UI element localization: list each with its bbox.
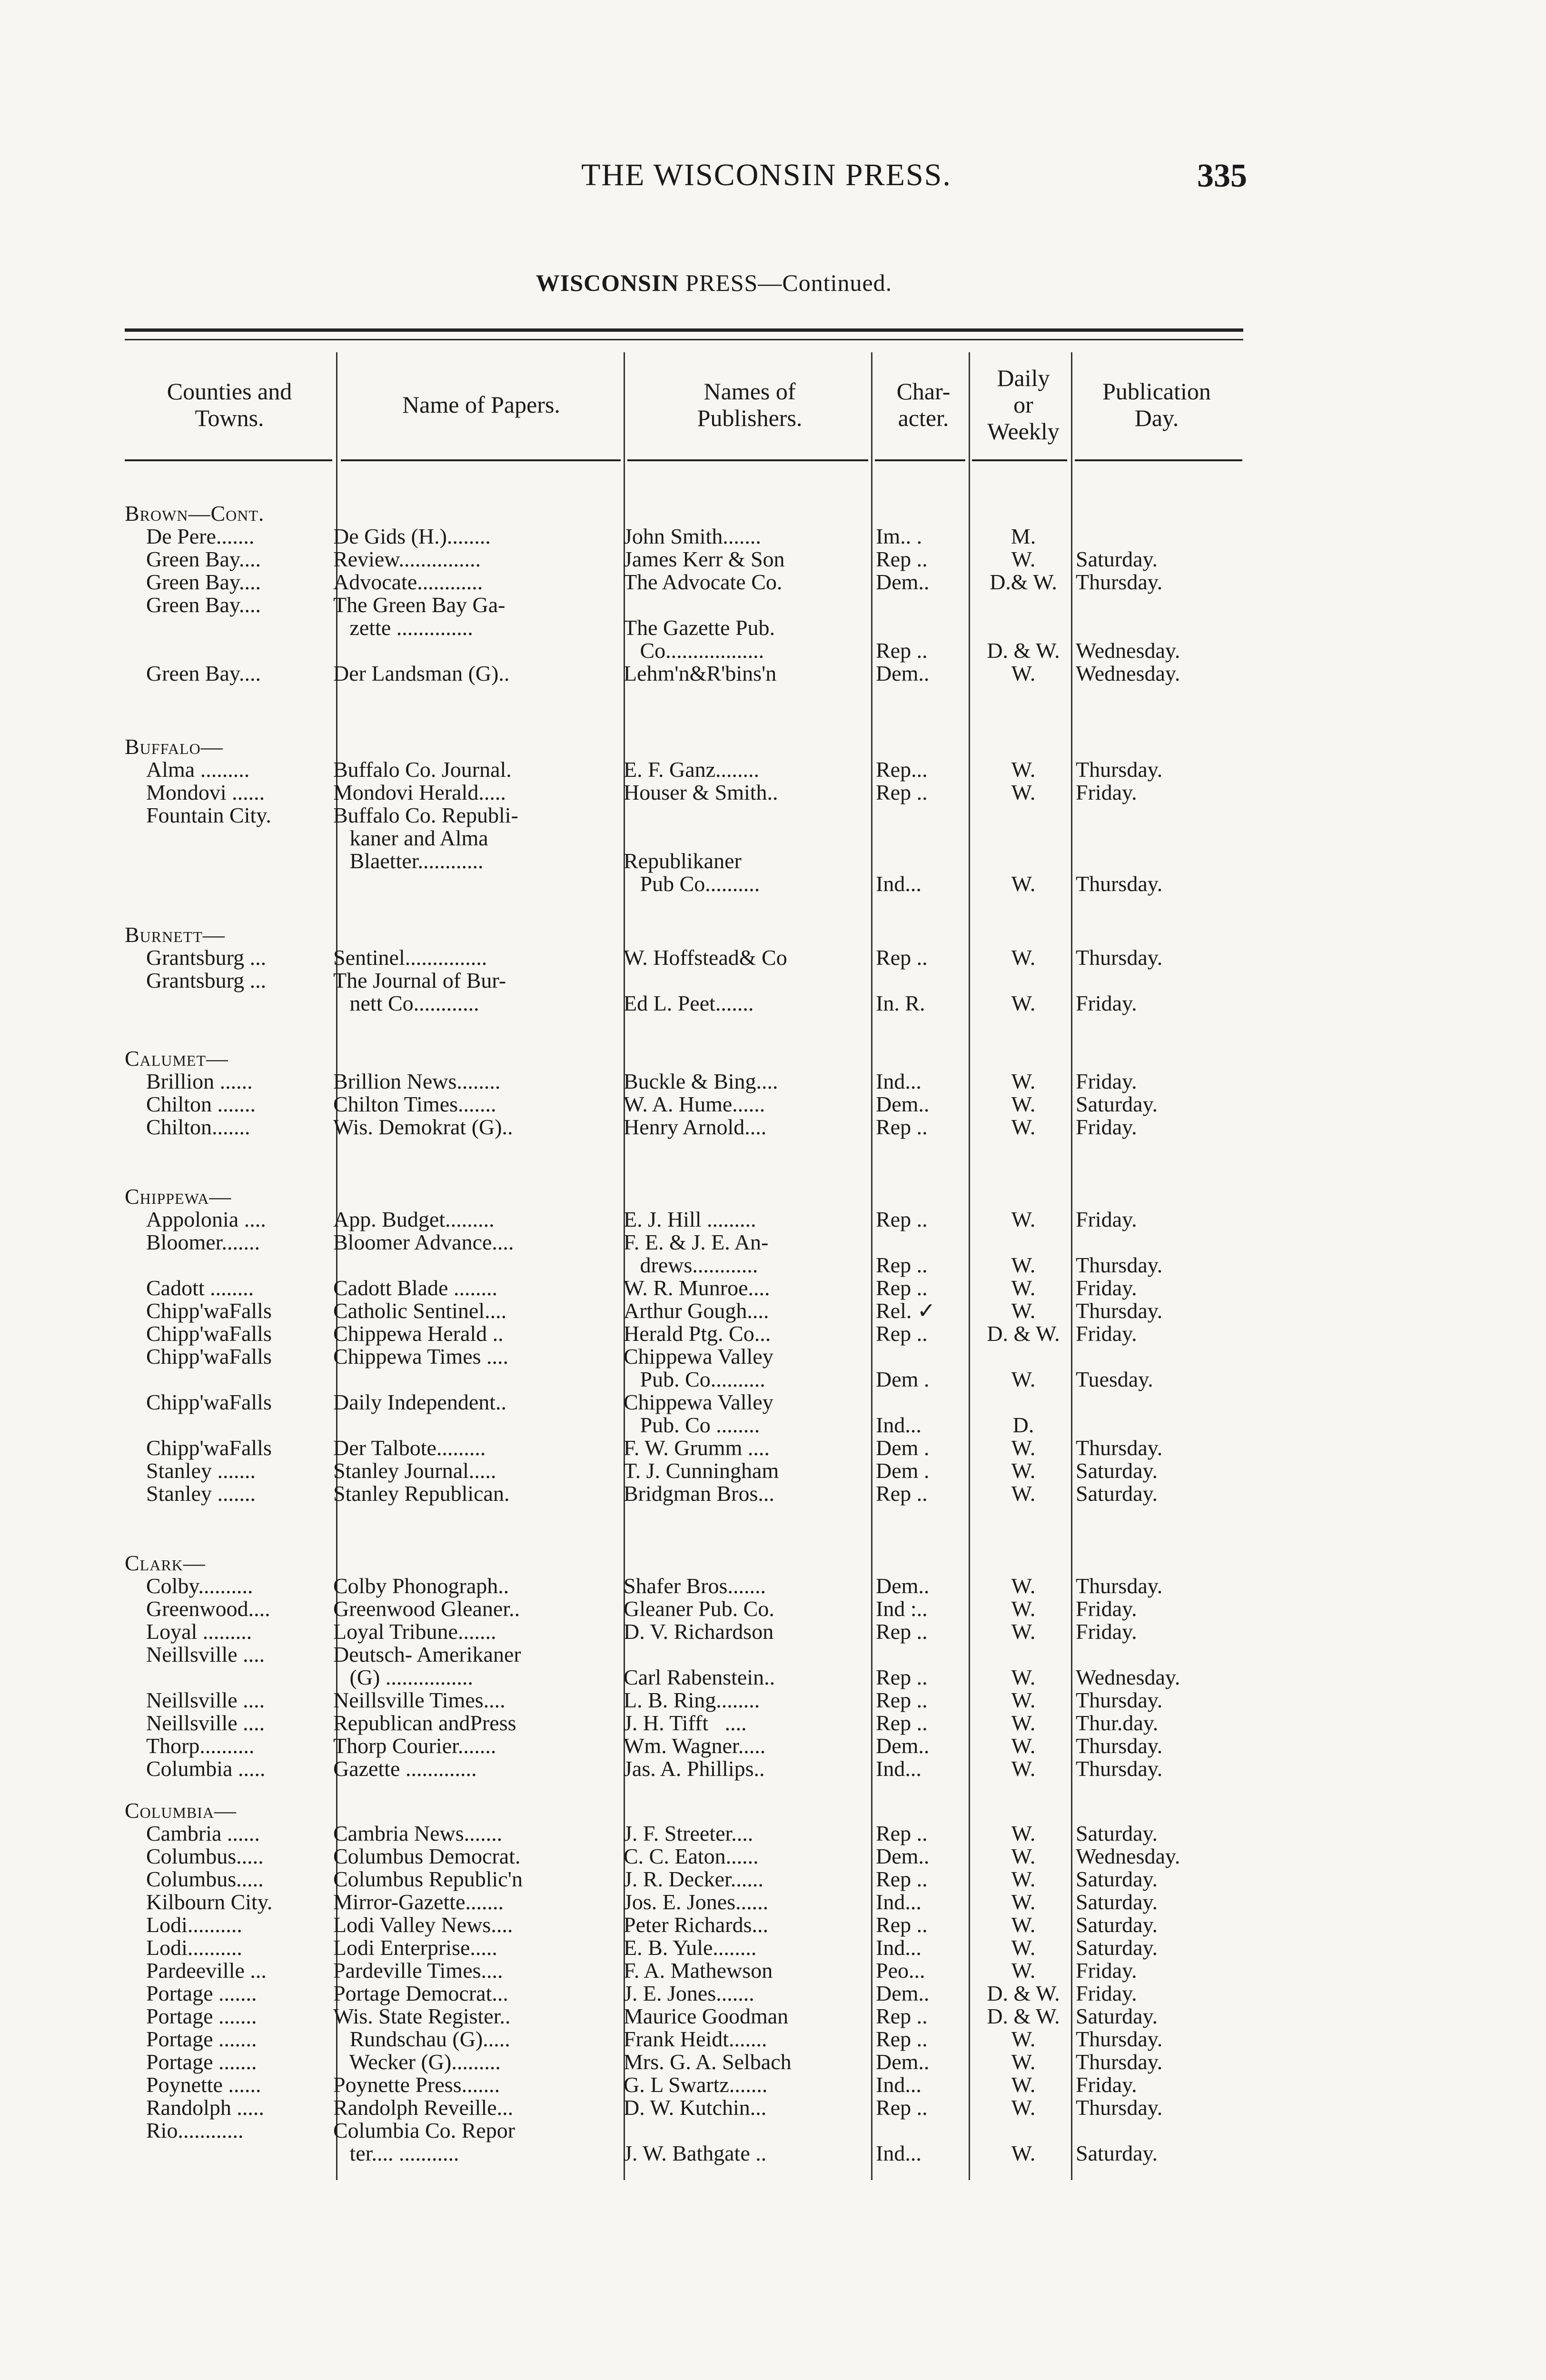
frequency-cell: W. — [1011, 1299, 1036, 1323]
day-cell: Saturday. — [1076, 1935, 1158, 1960]
character-cell: Ind... — [876, 2141, 922, 2165]
col-head-papers: Name of Papers. — [402, 391, 560, 418]
county-heading: Chippewa— — [125, 1184, 232, 1209]
town-cell: Green Bay.... — [146, 547, 261, 571]
day-cell: Friday. — [1076, 1619, 1137, 1644]
paper-cell: Chippewa Herald .. — [333, 1321, 504, 1346]
town-cell: Portage ....... — [146, 2027, 257, 2051]
town-cell: Chilton....... — [146, 1115, 250, 1139]
publisher-cell: F. A. Mathewson — [624, 1958, 773, 1983]
town-cell: Portage ....... — [146, 2004, 257, 2028]
publisher-cell: Mrs. G. A. Selbach — [624, 2050, 792, 2074]
town-cell: Thorp.......... — [146, 1734, 255, 1758]
frequency-cell: W. — [1011, 1276, 1036, 1300]
character-cell: Rep .. — [876, 1115, 928, 1139]
publisher-cell: Republikaner Pub Co.......... — [624, 849, 760, 896]
publisher-cell: Carl Rabenstein.. — [624, 1665, 775, 1689]
paper-cell: Mirror-Gazette....... — [333, 1890, 504, 1914]
paper-cell: Pardeville Times.... — [333, 1958, 503, 1983]
town-cell: Randolph ..... — [146, 2095, 264, 2120]
subheading-strong: WISCONSIN — [535, 269, 679, 296]
character-cell: Rep .. — [876, 1688, 928, 1712]
publisher-cell: Herald Ptg. Co... — [624, 1321, 771, 1346]
character-cell: Ind... — [876, 1069, 922, 1093]
publisher-cell: E. B. Yule........ — [624, 1935, 757, 1960]
paper-cell: Brillion News........ — [333, 1069, 501, 1093]
publisher-cell: J. F. Streeter.... — [624, 1821, 753, 1845]
character-cell: Dem.. — [876, 1574, 930, 1598]
day-cell: Saturday. — [1076, 1867, 1158, 1891]
day-cell: Friday. — [1076, 1597, 1137, 1621]
frequency-cell: W. — [1011, 1688, 1036, 1712]
publisher-cell: J. W. Bathgate .. — [624, 2141, 767, 2165]
paper-cell: Cadott Blade ........ — [333, 1276, 497, 1300]
town-cell: Columbia ..... — [146, 1756, 266, 1781]
publisher-cell: Lehm'n&R'bins'n — [624, 661, 777, 685]
day-cell: Wednesday. — [1076, 661, 1180, 685]
town-cell: Stanley ....... — [146, 1481, 256, 1506]
town-cell: Portage ....... — [146, 1981, 257, 2005]
publisher-cell: Jas. A. Phillips.. — [624, 1756, 765, 1781]
day-cell: Thursday. — [1076, 2027, 1163, 2051]
town-cell: Green Bay.... — [146, 570, 261, 594]
town-cell: Loyal ......... — [146, 1619, 252, 1644]
paper-cell: Randolph Reveille... — [333, 2095, 514, 2120]
header-underline — [627, 459, 868, 461]
frequency-cell: W. — [1011, 1597, 1036, 1621]
paper-cell: The Green Bay Ga- zette .............. — [333, 593, 505, 640]
day-cell: Tuesday. — [1076, 1367, 1153, 1391]
county-heading: Burnett— — [125, 922, 225, 947]
paper-cell: Der Landsman (G).. — [333, 661, 510, 685]
frequency-cell: W. — [1011, 2050, 1036, 2074]
frequency-cell: W. — [1011, 991, 1036, 1015]
publisher-cell: J. H. Tifft .... — [624, 1711, 747, 1735]
day-cell: Thursday. — [1076, 1688, 1163, 1712]
publisher-cell: Maurice Goodman — [624, 2004, 789, 2028]
frequency-cell: D. & W. — [987, 1981, 1060, 2005]
town-cell: Chipp'waFalls — [146, 1390, 272, 1414]
publisher-cell: W. Hoffstead& Co — [624, 945, 787, 970]
frequency-cell: W. — [1011, 1253, 1036, 1277]
frequency-cell: W. — [1011, 1458, 1036, 1483]
frequency-cell: W. — [1011, 757, 1036, 782]
day-cell: Thursday. — [1076, 872, 1163, 896]
town-cell: Greenwood.... — [146, 1597, 270, 1621]
paper-cell: Der Talbote......... — [333, 1436, 486, 1460]
day-cell: Friday. — [1076, 1981, 1137, 2005]
col-head-publishers: Names of Publishers. — [697, 378, 803, 431]
publisher-cell: The Gazette Pub. Co.................. — [624, 615, 775, 663]
page-number: 335 — [1197, 158, 1247, 194]
day-cell: Friday. — [1076, 1276, 1137, 1300]
character-cell: Rep .. — [876, 1481, 928, 1506]
frequency-cell: W. — [1011, 1913, 1036, 1937]
day-cell: Saturday. — [1076, 1913, 1158, 1937]
town-cell: Cambria ...... — [146, 1821, 260, 1845]
publisher-cell: Bridgman Bros... — [624, 1481, 774, 1506]
day-cell: Thursday. — [1076, 1734, 1163, 1758]
paper-cell: Chippewa Times .... — [333, 1344, 509, 1368]
day-cell: Saturday. — [1076, 1481, 1158, 1506]
character-cell: Ind... — [876, 1890, 922, 1914]
publisher-cell: W. R. Munroe.... — [624, 1276, 770, 1300]
town-cell: Columbus..... — [146, 1867, 264, 1891]
day-cell: Thursday. — [1076, 1299, 1163, 1323]
character-cell: Dem.. — [876, 1092, 930, 1116]
paper-cell: Bloomer Advance.... — [333, 1230, 514, 1254]
frequency-cell: W. — [1011, 872, 1036, 896]
character-cell: Rep .. — [876, 547, 928, 571]
frequency-cell: W. — [1011, 2095, 1036, 2120]
character-cell: Rep .. — [876, 1207, 928, 1231]
paper-cell: Sentinel............... — [333, 945, 487, 970]
day-cell: Saturday. — [1076, 1092, 1158, 1116]
paper-cell: Columbia Co. Repor ter.... ........... — [333, 2118, 515, 2165]
character-cell: Dem.. — [876, 661, 930, 685]
character-cell: In. R. — [876, 991, 925, 1015]
frequency-cell: W. — [1011, 1207, 1036, 1231]
subheading-rest: PRESS—Continued. — [685, 269, 892, 296]
day-cell: Wednesday. — [1076, 1665, 1180, 1689]
publisher-cell: F. W. Grumm .... — [624, 1436, 770, 1460]
publisher-cell: The Advocate Co. — [624, 570, 783, 594]
character-cell: Rep .. — [876, 2004, 928, 2028]
town-cell: Mondovi ...... — [146, 780, 265, 804]
paper-cell: The Journal of Bur- nett Co............ — [333, 968, 506, 1015]
day-cell: Friday. — [1076, 991, 1137, 1015]
publisher-cell: Shafer Bros....... — [624, 1574, 766, 1598]
paper-cell: Advocate............ — [333, 570, 483, 594]
town-cell: Appolonia .... — [146, 1207, 266, 1231]
town-cell: Cadott ........ — [146, 1276, 254, 1300]
publisher-cell: J. E. Jones....... — [624, 1981, 754, 2005]
frequency-cell: W. — [1011, 1436, 1036, 1460]
day-cell: Thursday. — [1076, 1436, 1163, 1460]
publisher-cell: James Kerr & Son — [624, 547, 785, 571]
header-underline — [341, 459, 621, 461]
county-heading: Buffalo— — [125, 734, 223, 759]
header-underline — [972, 459, 1067, 461]
town-cell: Chilton ....... — [146, 1092, 256, 1116]
paper-cell: Stanley Republican. — [333, 1481, 510, 1506]
frequency-cell: W. — [1011, 2027, 1036, 2051]
frequency-cell: W. — [1011, 1890, 1036, 1914]
town-cell: Grantsburg ... — [146, 968, 267, 992]
paper-cell: App. Budget......... — [333, 1207, 495, 1231]
character-cell: Rep... — [876, 757, 928, 782]
day-cell: Thursday. — [1076, 1574, 1163, 1598]
frequency-cell: W. — [1011, 661, 1036, 685]
frequency-cell: W. — [1011, 1756, 1036, 1781]
publisher-cell: Ed L. Peet....... — [624, 991, 754, 1015]
character-cell: Im.. . — [876, 524, 922, 548]
frequency-cell: W. — [1011, 2141, 1036, 2165]
town-cell: Green Bay.... — [146, 593, 261, 617]
publisher-cell: Gleaner Pub. Co. — [624, 1597, 774, 1621]
town-cell: Neillsville .... — [146, 1711, 265, 1735]
day-cell: Thur.day. — [1076, 1711, 1159, 1735]
character-cell: Ind... — [876, 2073, 922, 2097]
town-cell: Colby.......... — [146, 1574, 253, 1598]
header-underline — [125, 459, 332, 461]
paper-cell: Lodi Enterprise..... — [333, 1935, 497, 1960]
running-head: THE WISCONSIN PRESS. — [581, 158, 951, 192]
character-cell: Dem.. — [876, 2050, 930, 2074]
publisher-cell: W. A. Hume...... — [624, 1092, 765, 1116]
character-cell: Dem.. — [876, 1981, 930, 2005]
paper-cell: Deutsch- Amerikaner (G) ................ — [333, 1642, 521, 1689]
day-cell: Friday. — [1076, 1958, 1137, 1983]
character-cell: Rep .. — [876, 638, 928, 663]
day-cell: Saturday. — [1076, 2004, 1158, 2028]
paper-cell: Buffalo Co. Republi- kaner and Alma Blaetter............ — [333, 803, 518, 873]
character-cell: Rep .. — [876, 1821, 928, 1845]
day-cell: Friday. — [1076, 1069, 1137, 1093]
paper-cell: Cambria News....... — [333, 1821, 503, 1845]
town-cell: Columbus..... — [146, 1844, 264, 1868]
county-heading: Clark— — [125, 1551, 206, 1575]
day-cell: Friday. — [1076, 1207, 1137, 1231]
day-cell: Thursday. — [1076, 757, 1163, 782]
paper-cell: Daily Independent.. — [333, 1390, 507, 1414]
town-cell: Grantsburg ... — [146, 945, 267, 970]
frequency-cell: W. — [1011, 2073, 1036, 2097]
paper-cell: Colby Phonograph.. — [333, 1574, 509, 1598]
paper-cell: Review............... — [333, 547, 481, 571]
character-cell: Rep .. — [876, 1321, 928, 1346]
frequency-cell: W. — [1011, 1844, 1036, 1868]
publisher-cell: Chippewa Valley Pub. Co.......... — [624, 1344, 773, 1391]
character-cell: Ind :.. — [876, 1597, 928, 1621]
paper-cell: Wis. Demokrat (G).. — [333, 1115, 513, 1139]
frequency-cell: W. — [1011, 1958, 1036, 1983]
publisher-cell: Chippewa Valley Pub. Co ........ — [624, 1390, 773, 1437]
town-cell: Rio............ — [146, 2118, 244, 2142]
paper-cell: Mondovi Herald..... — [333, 780, 506, 804]
paper-cell: Wecker (G)......... — [333, 2050, 501, 2074]
header-underline — [1075, 459, 1242, 461]
town-cell: De Pere....... — [146, 524, 255, 548]
frequency-cell: D.& W. — [990, 570, 1057, 594]
publisher-cell: E. F. Ganz........ — [624, 757, 760, 782]
character-cell: Peo... — [876, 1958, 925, 1983]
county-heading: Columbia— — [125, 1798, 237, 1823]
character-cell: Dem.. — [876, 570, 930, 594]
frequency-cell: W. — [1011, 1367, 1036, 1391]
frequency-cell: W. — [1011, 547, 1036, 571]
town-cell: Stanley ....... — [146, 1458, 256, 1483]
paper-cell: De Gids (H.)........ — [333, 524, 491, 548]
town-cell: Kilbourn City. — [146, 1890, 273, 1914]
frequency-cell: W. — [1011, 1092, 1036, 1116]
town-cell: Alma ......... — [146, 757, 250, 782]
day-cell: Thursday. — [1076, 570, 1163, 594]
town-cell: Green Bay.... — [146, 661, 261, 685]
publisher-cell: Arthur Gough.... — [624, 1299, 769, 1323]
day-cell: Friday. — [1076, 1115, 1137, 1139]
frequency-cell: W. — [1011, 1574, 1036, 1598]
character-cell: Rep .. — [876, 1619, 928, 1644]
column-rule — [969, 352, 970, 2180]
town-cell: Poynette ...... — [146, 2073, 261, 2097]
day-cell: Thursday. — [1076, 2050, 1163, 2074]
frequency-cell: D. — [1012, 1413, 1034, 1437]
town-cell: Lodi.......... — [146, 1913, 242, 1937]
town-cell: Lodi.......... — [146, 1935, 242, 1960]
paper-cell: Wis. State Register.. — [333, 2004, 511, 2028]
character-cell: Rep .. — [876, 2027, 928, 2051]
character-cell: Rep .. — [876, 1867, 928, 1891]
publisher-cell: T. J. Cunningham — [624, 1458, 779, 1483]
publisher-cell: D. W. Kutchin... — [624, 2095, 767, 2120]
frequency-cell: W. — [1011, 1821, 1036, 1845]
county-heading: Calumet— — [125, 1046, 228, 1071]
publisher-cell: C. C. Eaton...... — [624, 1844, 759, 1868]
table-subheading — [476, 269, 952, 297]
day-cell: Friday. — [1076, 1321, 1137, 1346]
character-cell: Ind... — [876, 1935, 922, 1960]
day-cell: Friday. — [1076, 2073, 1137, 2097]
day-cell: Saturday. — [1076, 1821, 1158, 1845]
day-cell: Wednesday. — [1076, 1844, 1180, 1868]
frequency-cell: W. — [1011, 1069, 1036, 1093]
paper-cell: Stanley Journal..... — [333, 1458, 496, 1483]
header-underline — [875, 459, 965, 461]
paper-cell: Republican andPress — [333, 1711, 516, 1735]
character-cell: Rel. ✓ — [876, 1299, 936, 1323]
day-cell: Saturday. — [1076, 1458, 1158, 1483]
town-cell: Chipp'waFalls — [146, 1321, 272, 1346]
col-head-day: Publication Day. — [1102, 378, 1211, 431]
paper-cell: Loyal Tribune....... — [333, 1619, 496, 1644]
frequency-cell: D. & W. — [987, 1321, 1060, 1346]
publisher-cell: D. V. Richardson — [624, 1619, 774, 1644]
frequency-cell: W. — [1011, 1481, 1036, 1506]
character-cell: Ind... — [876, 872, 922, 896]
frequency-cell: W. — [1011, 1115, 1036, 1139]
town-cell: Neillsville .... — [146, 1688, 265, 1712]
character-cell: Dem.. — [876, 1844, 930, 1868]
frequency-cell: W. — [1011, 1711, 1036, 1735]
day-cell: Wednesday. — [1076, 638, 1180, 663]
town-cell: Fountain City. — [146, 803, 271, 827]
col-head-frequency: Daily or Weekly — [987, 365, 1060, 445]
day-cell: Saturday. — [1076, 1890, 1158, 1914]
publisher-cell: G. L Swartz....... — [624, 2073, 768, 2097]
character-cell: Rep .. — [876, 780, 928, 804]
frequency-cell: D. & W. — [987, 2004, 1060, 2028]
character-cell: Rep .. — [876, 1253, 928, 1277]
publisher-cell: Houser & Smith.. — [624, 780, 778, 804]
col-head-character: Char- acter. — [896, 378, 951, 431]
publisher-cell: F. E. & J. E. An- drews............ — [624, 1230, 769, 1277]
publisher-cell: Jos. E. Jones...... — [624, 1890, 769, 1914]
town-cell: Brillion ...... — [146, 1069, 253, 1093]
top-rule — [125, 328, 1243, 332]
frequency-cell: W. — [1011, 945, 1036, 970]
frequency-cell: W. — [1011, 1619, 1036, 1644]
day-cell: Thursday. — [1076, 2095, 1163, 2120]
day-cell: Saturday. — [1076, 547, 1158, 571]
column-rule — [871, 352, 872, 2180]
character-cell: Rep .. — [876, 1665, 928, 1689]
publisher-cell: Peter Richards... — [624, 1913, 769, 1937]
paper-cell: Neillsville Times.... — [333, 1688, 505, 1712]
town-cell: Chipp'waFalls — [146, 1344, 272, 1368]
character-cell: Dem . — [876, 1367, 930, 1391]
character-cell: Dem . — [876, 1458, 930, 1483]
paper-cell: Poynette Press....... — [333, 2073, 500, 2097]
publisher-cell: Buckle & Bing.... — [624, 1069, 778, 1093]
frequency-cell: D. & W. — [987, 638, 1060, 663]
paper-cell: Buffalo Co. Journal. — [333, 757, 512, 782]
character-cell: Dem.. — [876, 1734, 930, 1758]
paper-cell: Rundschau (G)..... — [333, 2027, 510, 2051]
publisher-cell: J. R. Decker...... — [624, 1867, 763, 1891]
paper-cell: Gazette ............. — [333, 1756, 477, 1781]
publisher-cell: Frank Heidt....... — [624, 2027, 767, 2051]
town-cell: Neillsville .... — [146, 1642, 265, 1666]
day-cell: Thursday. — [1076, 1253, 1163, 1277]
frequency-cell: M. — [1011, 524, 1036, 548]
frequency-cell: W. — [1011, 1665, 1036, 1689]
town-cell: Pardeeville ... — [146, 1958, 267, 1983]
paper-cell: Columbus Republic'n — [333, 1867, 523, 1891]
character-cell: Rep .. — [876, 1276, 928, 1300]
publisher-cell: Wm. Wagner..... — [624, 1734, 766, 1758]
character-cell: Rep .. — [876, 1913, 928, 1937]
col-head-counties: Counties and Towns. — [167, 378, 292, 431]
paper-cell: Lodi Valley News.... — [333, 1913, 513, 1937]
paper-cell: Greenwood Gleaner.. — [333, 1597, 520, 1621]
character-cell: Rep .. — [876, 2095, 928, 2120]
character-cell: Ind... — [876, 1756, 922, 1781]
paper-cell: Chilton Times....... — [333, 1092, 496, 1116]
day-cell: Thursday. — [1076, 1756, 1163, 1781]
day-cell: Friday. — [1076, 780, 1137, 804]
paper-cell: Portage Democrat... — [333, 1981, 508, 2005]
frequency-cell: W. — [1011, 1935, 1036, 1960]
publisher-cell: L. B. Ring........ — [624, 1688, 760, 1712]
paper-cell: Columbus Democrat. — [333, 1844, 521, 1868]
town-cell: Portage ....... — [146, 2050, 257, 2074]
frequency-cell: W. — [1011, 1734, 1036, 1758]
paper-cell: Catholic Sentinel.... — [333, 1299, 507, 1323]
county-heading: Brown—Cont. — [125, 501, 265, 526]
character-cell: Dem . — [876, 1436, 930, 1460]
publisher-cell: Henry Arnold.... — [624, 1115, 767, 1139]
paper-cell: Thorp Courier....... — [333, 1734, 496, 1758]
publisher-cell: E. J. Hill ......... — [624, 1207, 756, 1231]
frequency-cell: W. — [1011, 1867, 1036, 1891]
character-cell: Ind... — [876, 1413, 922, 1437]
frequency-cell: W. — [1011, 780, 1036, 804]
day-cell: Saturday. — [1076, 2141, 1158, 2165]
town-cell: Bloomer....... — [146, 1230, 260, 1254]
character-cell: Rep .. — [876, 945, 928, 970]
top-rule-thin — [125, 339, 1243, 340]
character-cell: Rep .. — [876, 1711, 928, 1735]
town-cell: Chipp'waFalls — [146, 1299, 272, 1323]
publisher-cell: John Smith....... — [624, 524, 761, 548]
day-cell: Thursday. — [1076, 945, 1163, 970]
town-cell: Chipp'waFalls — [146, 1436, 272, 1460]
